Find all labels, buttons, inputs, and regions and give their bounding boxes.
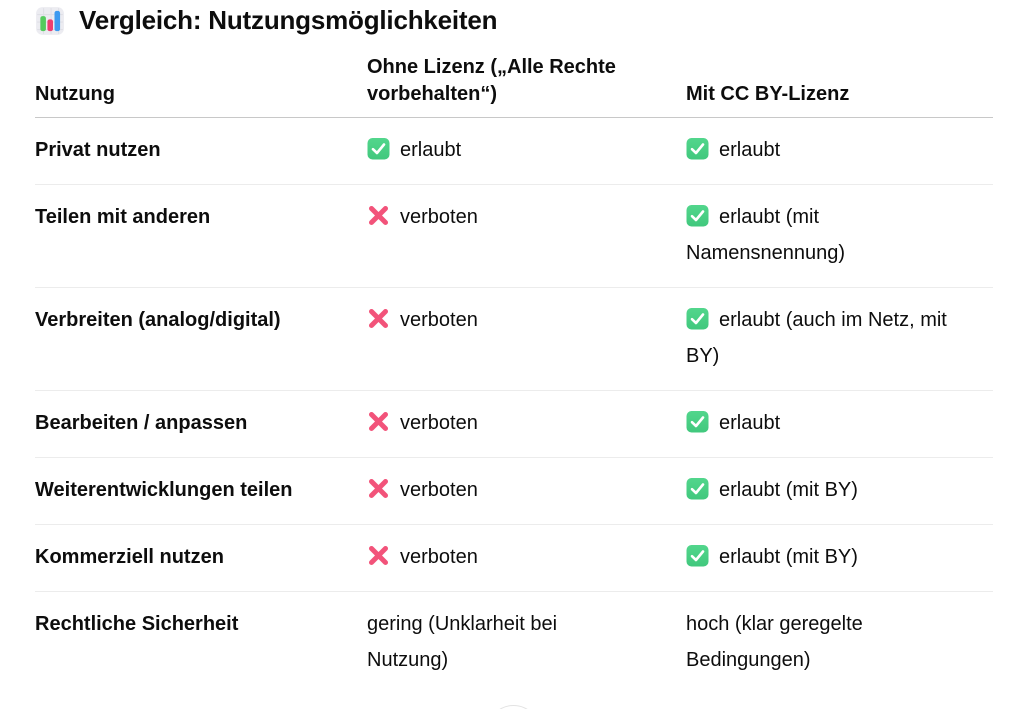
cell-text: verboten (400, 479, 478, 501)
scroll-to-bottom-button[interactable] (487, 705, 540, 709)
table-cell (367, 118, 686, 184)
cell-text: verboten (400, 206, 478, 228)
table-header-row (35, 36, 993, 118)
table-cell (367, 592, 686, 694)
table-cell (686, 525, 993, 591)
cross-icon (367, 307, 390, 330)
cell-text: erlaubt (400, 139, 462, 161)
row-label: Teilen mit anderen (35, 206, 211, 228)
table-row (35, 592, 993, 694)
check-icon (686, 137, 709, 160)
table-cell (686, 458, 993, 524)
check-icon (686, 204, 709, 227)
cell-text: erlaubt (mit BY) (719, 546, 858, 568)
cell-text: verboten (400, 412, 478, 434)
check-icon (686, 544, 709, 567)
cross-icon (367, 477, 390, 500)
cell-text: verboten (400, 309, 478, 331)
cell-text: erlaubt (719, 139, 781, 161)
bar-chart-emoji-icon (35, 6, 65, 36)
check-icon (686, 477, 709, 500)
cell-text: gering (Unklarheit bei Nutzung) (367, 613, 558, 671)
table-row (35, 458, 993, 525)
check-icon (367, 137, 390, 160)
table-cell (686, 592, 993, 694)
table-cell (367, 391, 686, 457)
cross-icon (367, 544, 390, 567)
column-header-ohne-lizenz: Ohne Lizenz („Alle Rechte vorbehalten“) (367, 56, 616, 105)
row-label: Verbreiten (analog/digital) (35, 309, 281, 331)
column-header-cc-by-lizenz: Mit CC BY-Lizenz (686, 83, 850, 105)
row-label: Bearbeiten / anpassen (35, 412, 248, 434)
check-icon (686, 307, 709, 330)
table-row (35, 391, 993, 458)
cell-text: erlaubt (mit Namensnennung) (686, 206, 845, 264)
row-label: Weiterentwicklungen teilen (35, 479, 293, 501)
cell-text: verboten (400, 546, 478, 568)
table-row (35, 525, 993, 592)
table-row (35, 288, 993, 391)
table-row (35, 185, 993, 288)
table-cell (367, 288, 686, 390)
cell-text: erlaubt (719, 412, 781, 434)
page-title (35, 5, 993, 36)
table-cell (367, 458, 686, 524)
row-label: Privat nutzen (35, 139, 161, 161)
content-area (0, 5, 1011, 694)
cell-text: hoch (klar geregelte Bedingungen) (686, 613, 863, 671)
page-title-text: Vergleich: Nutzungsmöglichkeiten (79, 5, 498, 35)
table-cell (686, 391, 993, 457)
table-row (35, 118, 993, 185)
table-cell (367, 185, 686, 287)
cross-icon (367, 204, 390, 227)
table-cell (686, 118, 993, 184)
table-cell (686, 185, 993, 287)
table-cell (367, 525, 686, 591)
table-cell (686, 288, 993, 390)
cross-icon (367, 410, 390, 433)
table-body (35, 118, 993, 694)
row-label: Rechtliche Sicherheit (35, 613, 239, 635)
cell-text: erlaubt (mit BY) (719, 479, 858, 501)
check-icon (686, 410, 709, 433)
column-header-nutzung: Nutzung (35, 83, 115, 105)
cell-text: erlaubt (auch im Netz, mit BY) (686, 309, 947, 367)
row-label: Kommerziell nutzen (35, 546, 224, 568)
comparison-table (35, 36, 993, 694)
